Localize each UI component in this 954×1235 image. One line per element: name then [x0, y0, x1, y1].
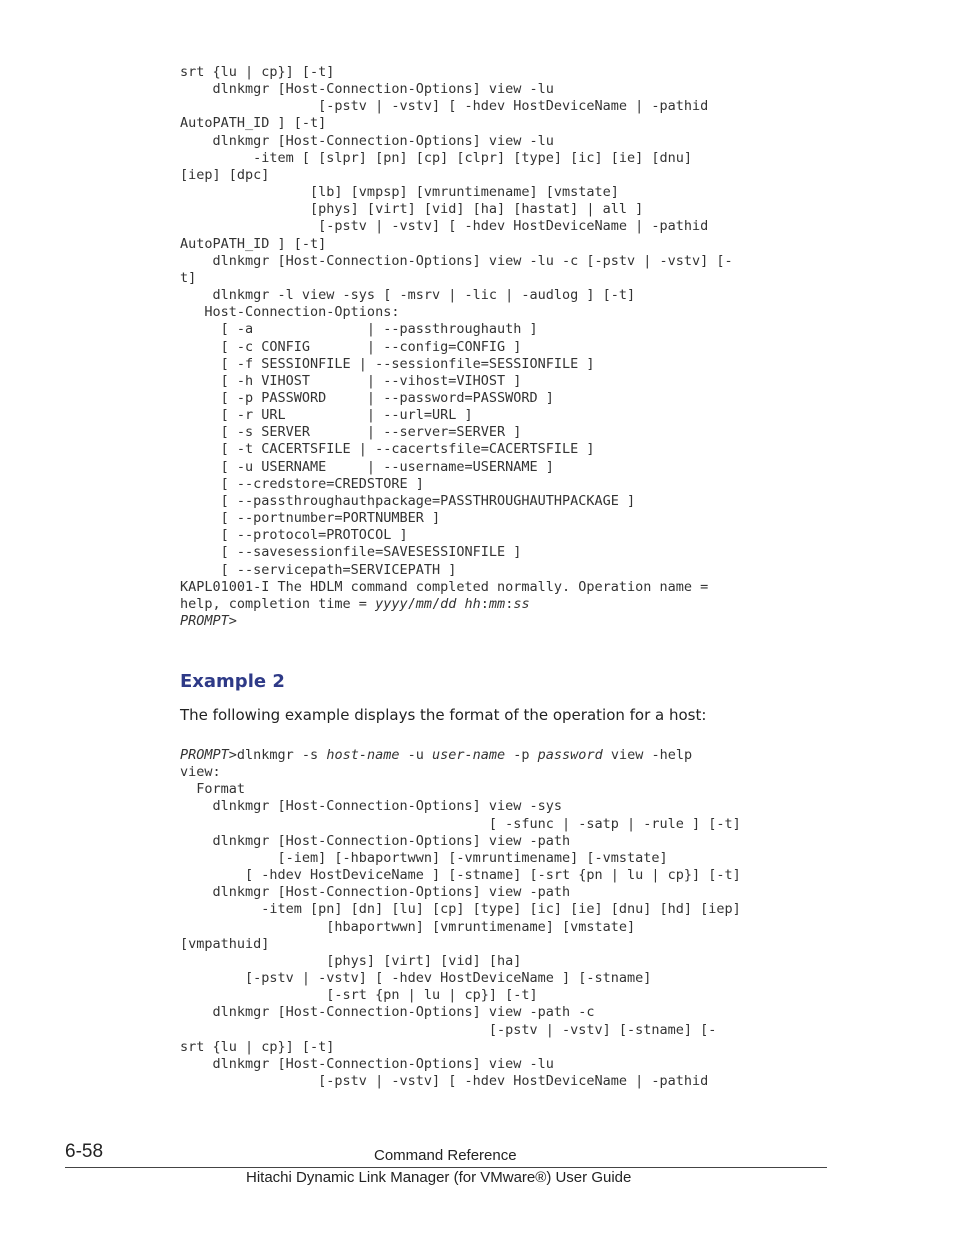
- code-text: view:: [180, 764, 221, 781]
- code-text: [phys] [virt] [vid] [ha]: [180, 952, 522, 969]
- code-line: [180, 850, 668, 866]
- code-text: [hbaportwwn] [vmruntimename] [vmstate]: [180, 918, 636, 935]
- code-line: [180, 476, 424, 492]
- code-line: [180, 201, 643, 217]
- code-placeholder: mm: [488, 595, 506, 612]
- code-line: [180, 510, 440, 526]
- code-line: [180, 270, 196, 286]
- code-text: [vmpathuid]: [180, 935, 270, 952]
- code-text: [ -c CONFIG | --config=CONFIG ]: [180, 338, 522, 355]
- code-text: [ -a | --passthroughauth ]: [180, 321, 538, 338]
- code-line: [180, 613, 237, 629]
- code-line: [180, 1004, 595, 1020]
- code-line: [180, 390, 554, 406]
- code-text: [ -u USERNAME | --username=USERNAME ]: [180, 458, 554, 475]
- code-line: [180, 424, 521, 440]
- code-line: [180, 781, 245, 797]
- code-line: [180, 747, 692, 763]
- code-text: [-pstv | -vstv] [ -hdev HostDeviceName | -pathid: [180, 1072, 709, 1089]
- code-text: [ -p PASSWORD | --password=PASSWORD ]: [180, 389, 554, 406]
- code-text: -u: [399, 747, 432, 763]
- code-line: [180, 98, 708, 114]
- code-text: [lb] [vmpsp] [vmruntimename] [vmstate]: [180, 184, 619, 201]
- code-line: [180, 884, 570, 900]
- code-text: KAPL01001-I The HDLM command completed normally. Operation name =: [180, 578, 709, 595]
- code-line: [180, 356, 595, 372]
- code-line: [180, 321, 538, 337]
- code-text: [-pstv | -vstv] [ -hdev HostDeviceName | -pathid: [180, 218, 709, 235]
- code-text: [iep] [dpc]: [180, 166, 270, 183]
- code-text: t]: [180, 269, 197, 286]
- code-line: [180, 833, 570, 849]
- code-line: [180, 970, 651, 986]
- code-line: [180, 1073, 708, 1089]
- code-text: >dlnkmgr -s: [228, 747, 327, 763]
- code-text: [-pstv | -vstv] [-stname] [-: [180, 1021, 717, 1038]
- code-listing-example-2: [180, 747, 741, 1090]
- code-line: [180, 287, 635, 303]
- code-line: [180, 407, 473, 423]
- code-placeholder: dd hh: [440, 595, 481, 612]
- code-text: Format: [180, 781, 246, 798]
- code-text: >: [228, 613, 237, 629]
- code-text: dlnkmgr [Host-Connection-Options] view -lu: [180, 1055, 554, 1072]
- code-text: [ --protocol=PROTOCOL ]: [180, 527, 408, 544]
- code-text: /: [432, 595, 441, 612]
- code-line: [180, 81, 554, 97]
- code-line: [180, 133, 554, 149]
- code-text: [-iem] [-hbaportwwn] [-vmruntimename] [-vmstate]: [180, 849, 668, 866]
- code-line: [180, 953, 521, 969]
- code-text: [ --servicepath=SERVICEPATH ]: [180, 561, 457, 578]
- code-text: /: [407, 595, 416, 612]
- code-text: dlnkmgr [Host-Connection-Options] view -path: [180, 884, 571, 901]
- code-line: [180, 867, 741, 883]
- code-text: -item [pn] [dn] [lu] [cp] [type] [ic] [ie] [dnu] [hd] [iep]: [180, 901, 741, 918]
- code-text: [ -hdev HostDeviceName ] [-stname] [-srt {pn | lu | cp}] [-t]: [180, 867, 741, 884]
- code-text: [ -s SERVER | --server=SERVER ]: [180, 424, 522, 441]
- code-line: [180, 441, 595, 457]
- code-line: [180, 184, 619, 200]
- page-number: 6-58: [65, 1141, 104, 1162]
- code-text: [ --credstore=CREDSTORE ]: [180, 475, 424, 492]
- code-line: [180, 459, 554, 475]
- code-placeholder: password: [537, 747, 603, 763]
- code-line: [180, 562, 456, 578]
- code-text: view -help: [602, 747, 693, 763]
- code-text: dlnkmgr [Host-Connection-Options] view -sys: [180, 798, 563, 815]
- code-text: AutoPATH_ID ] [-t]: [180, 235, 327, 252]
- code-line: [180, 579, 708, 595]
- code-text: AutoPATH_ID ] [-t]: [180, 115, 327, 132]
- code-text: [-srt {pn | lu | cp}] [-t]: [180, 987, 538, 1004]
- code-line: [180, 304, 399, 320]
- code-line: [180, 816, 741, 832]
- code-text: dlnkmgr [Host-Connection-Options] view -path -c: [180, 1004, 595, 1021]
- code-text: dlnkmgr [Host-Connection-Options] view -lu: [180, 81, 554, 98]
- code-text: [ -h VIHOST | --vihost=VIHOST ]: [180, 372, 522, 389]
- code-text: dlnkmgr [Host-Connection-Options] view -lu: [180, 132, 554, 149]
- code-text: dlnkmgr -l view -sys [ -msrv | -lic | -audlog ] [-t]: [180, 287, 636, 304]
- code-line: [180, 339, 521, 355]
- footer-divider: [65, 1167, 827, 1168]
- code-line: [180, 901, 741, 917]
- code-placeholder: yyyy: [375, 595, 408, 612]
- code-listing-continued: [180, 64, 733, 630]
- footer-book-title: Hitachi Dynamic Link Manager (for VMware®) User Guide: [246, 1169, 632, 1186]
- code-line: [180, 150, 692, 166]
- code-placeholder: mm: [415, 595, 432, 612]
- code-line: [180, 764, 221, 780]
- footer-section-title: Command Reference: [374, 1147, 517, 1164]
- code-line: [180, 253, 733, 269]
- code-line: [180, 493, 635, 509]
- example-description: The following example displays the format of the operation for a host:: [180, 706, 707, 724]
- code-placeholder: ss: [513, 595, 530, 612]
- code-line: [180, 1056, 554, 1072]
- code-text: [-pstv | -vstv] [ -hdev HostDeviceName ] [-stname]: [180, 970, 652, 987]
- code-placeholder: host-name: [326, 747, 400, 763]
- code-text: Host-Connection-Options:: [180, 304, 400, 321]
- code-line: [180, 167, 269, 183]
- code-line: [180, 64, 334, 80]
- code-placeholder: PROMPT: [180, 747, 229, 763]
- code-text: srt {lu | cp}] [-t]: [180, 1038, 335, 1055]
- code-text: dlnkmgr [Host-Connection-Options] view -lu -c [-pstv | -vstv] [-: [180, 252, 733, 269]
- code-line: [180, 1039, 334, 1055]
- code-text: dlnkmgr [Host-Connection-Options] view -path: [180, 832, 571, 849]
- code-text: [ --portnumber=PORTNUMBER ]: [180, 510, 441, 527]
- code-text: [phys] [virt] [vid] [ha] [hastat] | all ]: [180, 201, 644, 218]
- code-line: [180, 373, 521, 389]
- code-line: [180, 987, 538, 1003]
- code-placeholder: PROMPT: [180, 613, 229, 629]
- code-text: [ --passthroughauthpackage=PASSTHROUGHAUTHPACKAGE ]: [180, 492, 636, 509]
- code-line: [180, 1022, 716, 1038]
- code-text: [ -r URL | --url=URL ]: [180, 407, 473, 424]
- code-text: :: [480, 595, 489, 612]
- code-text: srt {lu | cp}] [-t]: [180, 64, 335, 80]
- code-line: [180, 596, 530, 612]
- code-text: -item [ [slpr] [pn] [cp] [clpr] [type] [ic] [ie] [dnu]: [180, 149, 693, 166]
- code-line: [180, 115, 326, 131]
- code-line: [180, 544, 521, 560]
- code-line: [180, 527, 408, 543]
- code-line: [180, 936, 269, 952]
- code-line: [180, 798, 562, 814]
- code-text: [ -sfunc | -satp | -rule ] [-t]: [180, 815, 741, 832]
- code-text: help, completion time =: [180, 595, 376, 612]
- code-line: [180, 218, 708, 234]
- code-text: :: [505, 595, 514, 612]
- code-text: [ -f SESSIONFILE | --sessionfile=SESSIONFILE ]: [180, 355, 595, 372]
- code-text: [-pstv | -vstv] [ -hdev HostDeviceName | -pathid: [180, 98, 709, 115]
- code-text: -p: [505, 747, 538, 763]
- code-text: [ --savesessionfile=SAVESESSIONFILE ]: [180, 544, 522, 561]
- code-text: [ -t CACERTSFILE | --cacertsfile=CACERTSFILE ]: [180, 441, 595, 458]
- code-line: [180, 919, 635, 935]
- code-line: [180, 236, 326, 252]
- code-placeholder: user-name: [432, 747, 506, 763]
- example-heading: Example 2: [180, 671, 285, 692]
